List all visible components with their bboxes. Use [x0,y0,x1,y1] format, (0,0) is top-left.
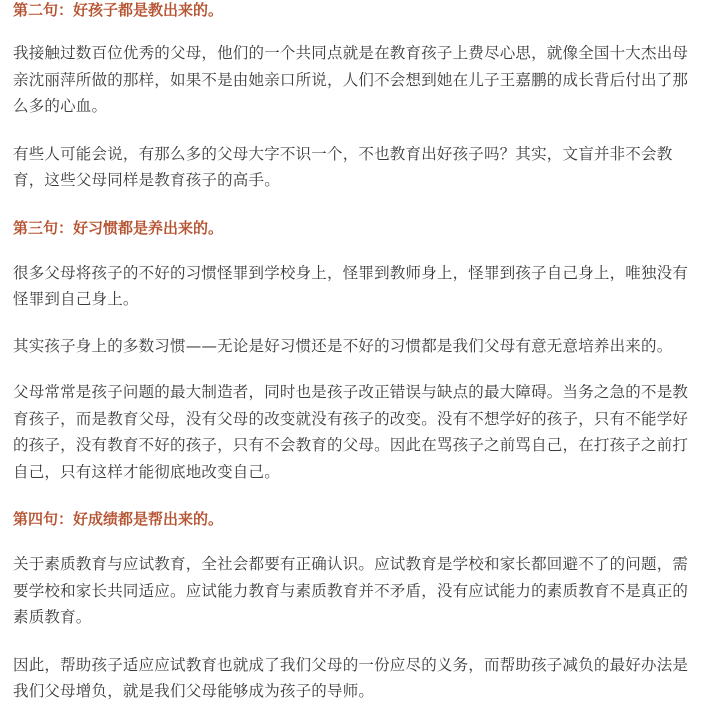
section-heading-2: 第二句：好孩子都是教出来的。 [13,1,224,19]
paragraph-4: 其实孩子身上的多数习惯——无论是好习惯还是不好的习惯都是我们父母有意无意培养出来的。 [13,336,673,355]
paragraph-7: 因此，帮助孩子适应应试教育也就成了我们父母的一份应尽的义务，而帮助孩子减负的最好办法是我们父母增负，就是我们父母能够成为孩子的导师。 [13,655,689,700]
paragraph-2: 有些人可能会说，有那么多的父母大字不识一个，不也教育出好孩子吗？其实，文盲并非不会教育，这些父母同样是教育孩子的高手。 [13,144,673,189]
paragraph-6: 关于素质教育与应试教育，全社会都要有正确认识。应试教育是学校和家长都回避不了的问题，需要学校和家长共同适应。应试能力教育与素质教育并不矛盾，没有应试能力的素质教育不是真正的素质教育。 [13,555,689,626]
paragraph-3: 很多父母将孩子的不好的习惯怪罪到学校身上，怪罪到教师身上，怪罪到孩子自己身上，唯独没有怪罪到自己身上。 [13,263,689,308]
paragraph-1: 我接触过数百位优秀的父母，他们的一个共同点就是在教育孩子上费尽心思，就像全国十大杰出母亲沈丽萍所做的那样，如果不是由她亲口所说，人们不会想到她在儿子王嘉鹏的成长背后付出了那么多的心血。 [13,44,689,115]
paragraph-5: 父母常常是孩子问题的最大制造者，同时也是孩子改正错误与缺点的最大障碍。当务之急的不是教育孩子，而是教育父母，没有父母的改变就没有孩子的改变。没有不想学好的孩子，只有不能学好的孩子，没有教育不好的孩子，只有不会教育的父母。因此在骂孩子之前骂自己，在打孩子之前打自己，只有这样才能彻底地改变自己。 [13,383,689,481]
section-heading-4: 第四句：好成绩都是帮出来的。 [13,510,224,528]
section-heading-3: 第三句：好习惯都是养出来的。 [13,218,224,237]
